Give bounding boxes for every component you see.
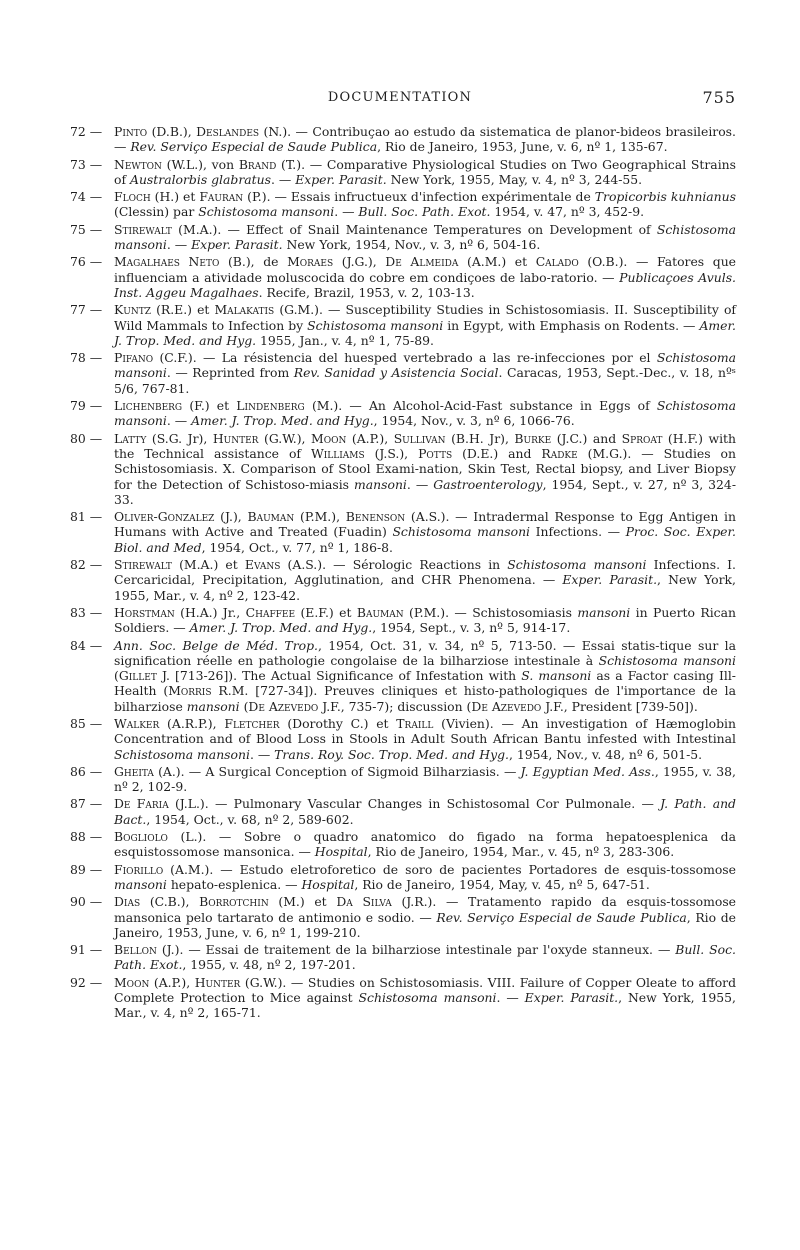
reference-text-segment: (R.E.) et — [150, 302, 215, 318]
reference-text-segment: (M.A.). — Effect of Snail Maintenance Temperatures on Development of — [171, 221, 657, 237]
reference-number: 80 — — [70, 430, 103, 446]
reference-number: 76 — — [70, 254, 103, 270]
reference-text-segment: (M.) et — [268, 894, 337, 910]
reference-text-segment: . — — [249, 746, 275, 762]
reference-entry — [70, 638, 736, 714]
reference-text-segment: (W.L.), von — [161, 156, 239, 172]
reference-text-segment: . — — [270, 171, 296, 187]
reference-number: 88 — — [70, 829, 103, 845]
author-name: Lindenberg — [236, 398, 305, 414]
italic-text: Schistosoma mansoni — [507, 557, 647, 573]
italic-text: Schistosoma mansoni — [114, 350, 736, 381]
reference-text — [114, 302, 736, 348]
author-name: Bogliolo — [114, 829, 168, 845]
reference-text-segment: . — — [406, 476, 434, 492]
reference-entry — [70, 557, 736, 603]
italic-text: Schistosoma mansoni — [358, 990, 497, 1006]
reference-text — [114, 638, 736, 714]
reference-text-segment: (A.M.) et — [458, 254, 536, 270]
reference-text-segment: (Clessin) par — [114, 204, 199, 220]
reference-entry — [70, 862, 736, 893]
reference-number: 73 — — [70, 156, 103, 172]
italic-text: Ann. Soc. Belge de Méd. Trop. — [114, 637, 318, 653]
italic-text: Schistosoma mansoni — [198, 204, 335, 220]
reference-text-segment: (J.R.). — Tratamento rapido da esquis-tossomose mansonica pelo tartarato de antimonio e sodio. — — [114, 894, 737, 925]
reference-number: 86 — — [70, 763, 103, 779]
author-name: Pinto — [114, 124, 148, 139]
reference-text-segment: (G.W.), — [258, 430, 312, 446]
reference-text-segment: as a Factor casing Ill-Health ( — [114, 668, 736, 699]
reference-text-segment: 1954, v. 47, nº 3, 452-9. — [490, 204, 645, 220]
reference-text-segment: (S.G. Jr), — [146, 430, 213, 446]
author-name: De Azevedo — [248, 698, 319, 714]
author-name: Lichenberg — [114, 398, 183, 414]
italic-text: Australorbis glabratus — [130, 171, 271, 187]
reference-number: 84 — — [70, 637, 103, 653]
reference-entry — [70, 124, 736, 155]
author-name: Bellon — [114, 942, 157, 958]
reference-number: 79 — — [70, 398, 103, 414]
reference-text — [114, 796, 736, 827]
reference-text-segment: , 1954, Nov., v. 48, nº 6, 501-5. — [508, 746, 703, 762]
reference-text-segment: (D.B.), — [147, 124, 197, 139]
italic-text: J. Path. and Bact. — [114, 796, 736, 827]
author-name: Dias — [114, 894, 141, 910]
reference-number: 74 — — [70, 189, 103, 205]
reference-entry — [70, 431, 736, 507]
reference-text-segment: (G.W.). — Studies on Schistosomiasis. VIII. Failure of Copper Oleate to afford Complete Protection to Mice against — [114, 974, 737, 1006]
reference-text-segment: , 1954, Sept., v. 3, nº 5, 914-17. — [372, 620, 571, 636]
author-name: Fletcher — [224, 715, 280, 731]
author-name: De Faria — [114, 796, 169, 812]
author-name: Latty — [114, 430, 147, 446]
running-header — [0, 88, 800, 110]
reference-entry — [70, 829, 736, 860]
reference-text-segment: ( — [239, 698, 249, 714]
reference-text-segment: J.F., President [739-50]). — [541, 698, 698, 714]
reference-entry — [70, 605, 736, 636]
reference-text-segment: New York, 1954, Nov., v. 3, nº 6, 504-16. — [282, 237, 541, 253]
author-name: Brand — [238, 156, 277, 172]
reference-text — [114, 894, 736, 940]
page-number: 755 — [702, 88, 736, 107]
author-name: Sproat — [621, 430, 663, 446]
italic-text: mansoni — [354, 476, 407, 492]
italic-text: Bull. Soc. Path. Exot. — [358, 204, 491, 220]
author-name: Walker — [114, 715, 160, 731]
author-name: Williams — [310, 445, 365, 461]
reference-text-segment: , Rio de Janeiro, 1953, June, v. 6, nº 1, 135-67. — [377, 139, 668, 155]
reference-text-segment: (H.F.) with the Technical assistance of — [114, 430, 736, 461]
running-title: DOCUMENTATION — [327, 90, 473, 105]
author-name: Hunter — [194, 974, 241, 990]
reference-number: 81 — — [70, 509, 103, 525]
reference-text-segment: , Rio de Janeiro, 1954, May, v. 45, nº 5, 647-51. — [354, 876, 650, 892]
italic-text: Proc. Soc. Exper. Biol. and Med — [114, 524, 736, 555]
reference-text-segment: . — — [496, 990, 525, 1006]
reference-text-segment: (A.R.P.), — [159, 715, 225, 731]
reference-text-segment: hepato-esplenica. — — [166, 876, 302, 892]
author-name: Pifano — [114, 350, 154, 366]
reference-entry — [70, 157, 736, 188]
reference-entry — [70, 189, 736, 220]
reference-text-segment: , 1955, v. 38, nº 2, 102-9. — [114, 763, 736, 795]
reference-text-segment: (A.). — A Surgical Conception of Sigmoid Bilharziasis. — — [153, 763, 521, 779]
reference-entry — [70, 894, 736, 940]
author-name: Fauran — [199, 189, 244, 205]
reference-text-segment: Infections. — — [530, 524, 626, 540]
reference-text-segment: (D.E.) and — [452, 445, 542, 461]
author-name: Traill — [396, 715, 434, 731]
author-name: Da Silva — [336, 894, 392, 910]
author-name: Stirewalt — [114, 221, 172, 237]
author-name: Potts — [418, 445, 453, 461]
author-name: De Almeida — [385, 254, 459, 270]
author-name: Deslandes — [196, 124, 260, 139]
italic-text: Amer. J. Trop. Med. and Hyg. — [191, 413, 374, 429]
reference-number: 77 — — [70, 302, 103, 318]
reference-text-segment: (B.), de — [219, 254, 288, 270]
author-name: Oliver-Gonzalez — [114, 509, 215, 525]
reference-text-segment: , 1954, Oct. 31, v. 34, nº 5, 713-50. — Essai statis-tique sur la signification réelle en pathologie congolaise de la bilharziose intestinale à — [114, 637, 736, 668]
author-name: Borrotchin — [199, 894, 269, 910]
reference-text — [114, 942, 736, 973]
italic-text: Amer. J. Trop. Med. and Hyg. — [114, 317, 736, 348]
italic-text: Publicaçoes Avuls. Inst. Aggeu Magalhaes — [114, 269, 736, 300]
italic-text: Rev. Sanidad y Asistencia Social — [293, 365, 499, 381]
italic-text: Schistosoma mansoni — [392, 524, 531, 540]
reference-text-segment: 1955, Jan., v. 4, nº 1, 75-89. — [256, 332, 434, 348]
reference-text-segment: (H.) et — [150, 189, 200, 205]
reference-number: 82 — — [70, 557, 103, 573]
author-name: Bauman — [356, 604, 404, 620]
italic-text: Exper. Parasit. — [524, 990, 619, 1006]
reference-number: 75 — — [70, 221, 103, 237]
reference-list — [70, 124, 736, 1023]
italic-text: Rev. Serviço Especial de Saude Publica — [436, 909, 687, 925]
author-name: Moon — [311, 430, 347, 446]
author-name: Sullivan — [393, 430, 446, 446]
reference-entry — [70, 302, 736, 348]
author-name: Horstman — [114, 604, 175, 620]
author-name: Moraes — [287, 254, 334, 270]
reference-text-segment: (C.B.), — [140, 894, 200, 910]
italic-text: Amer. J. Trop. Med. and Hyg. — [189, 620, 373, 636]
reference-text-segment: (C.F.). — La résistencia del huesped vertebrado a las re-infecciones por el — [153, 350, 657, 366]
reference-text — [114, 862, 736, 893]
reference-text-segment: . Caracas, 1953, Sept.-Dec., v. 18, nºˢ 5/6, 767-81. — [114, 365, 736, 396]
reference-text — [114, 157, 736, 188]
author-name: Radke — [541, 445, 578, 461]
reference-text-segment: (B.H. Jr), — [445, 430, 515, 446]
author-name: Stirewalt — [114, 557, 172, 573]
reference-entry — [70, 764, 736, 795]
reference-text — [114, 398, 736, 429]
reference-entry — [70, 350, 736, 396]
reference-text-segment: in Egypt, with Emphasis on Rodents. — — [443, 317, 700, 333]
reference-text-segment: (A.M.). — Estudo eletroforetico de soro de pacientes Portadores de esquis-tossomose — [163, 861, 736, 877]
reference-text-segment: J.F., 735-7); discussion ( — [318, 698, 472, 714]
reference-entry — [70, 716, 736, 762]
reference-text-segment: . Recife, Brazil, 1953, v. 2, 103-13. — [258, 284, 475, 300]
italic-text: Gastroenterology — [433, 476, 543, 492]
italic-text: Schistosoma mansoni — [114, 746, 250, 762]
italic-text: mansoni — [186, 698, 240, 714]
reference-text-segment: (A.S.). — Intradermal Response to Egg Antigen in Humans with Active and Treated (Fuadin) — [114, 509, 736, 540]
reference-number: 91 — — [70, 942, 103, 958]
author-name: Kuntz — [114, 302, 151, 318]
reference-text-segment: (M.A.) et — [171, 557, 245, 573]
reference-number: 89 — — [70, 861, 103, 877]
reference-text-segment: . — — [166, 413, 192, 429]
reference-number: 92 — — [70, 974, 103, 990]
reference-text-segment: , 1954, Sept., v. 27, nº 3, 324-33. — [114, 476, 737, 507]
italic-text: J. Egyptian Med. Ass. — [520, 763, 655, 779]
reference-text-segment: (Vivien). — An investigation of Hæmoglobin Concentration and of Blood Loss in Stools in Adult South African Bantu infested with Intestinal — [114, 715, 736, 747]
author-name: Chaffee — [245, 604, 296, 620]
reference-text-segment: (J.). — Essai de traitement de la bilharziose intestinale par l'oxyde stanneux. — — [156, 942, 676, 958]
reference-text-segment: , New York, 1955, Mar., v. 4, nº 2, 165-71. — [114, 990, 736, 1021]
author-name: Floch — [114, 189, 151, 205]
author-name: De Azevedo — [471, 698, 542, 714]
reference-text-segment: (M.G.). — Studies on Schistosomiasis. X. Comparison of Stool Exami-nation, Skin Test, Rectal biopsy, and Liver Biopsy for the Detection of Schistoso-miasis — [114, 445, 736, 492]
author-name: Newton — [114, 156, 162, 172]
reference-text — [114, 222, 736, 253]
reference-entry — [70, 942, 736, 973]
italic-text: Schistosoma mansoni — [114, 398, 736, 429]
italic-text: mansoni — [114, 876, 167, 892]
italic-text: Trans. Roy. Soc. Trop. Med. and Hyg. — [274, 746, 509, 762]
reference-text — [114, 254, 736, 300]
reference-text-segment: (M.). — An Alcohol-Acid-Fast substance in Eggs of — [304, 398, 657, 414]
reference-number: 85 — — [70, 715, 103, 731]
italic-text: Schistosoma mansoni — [598, 652, 736, 668]
author-name: Gheita — [114, 763, 154, 779]
italic-text: Tropicorbis kuhnianus — [594, 189, 736, 205]
reference-entry — [70, 254, 736, 300]
author-name: Benenson — [345, 509, 406, 525]
reference-text-segment: (P.M.), — [294, 509, 346, 525]
italic-text: Hospital — [314, 844, 368, 860]
reference-entry — [70, 398, 736, 429]
reference-text — [114, 189, 736, 220]
author-name: Gillet — [118, 668, 157, 684]
reference-entry — [70, 975, 736, 1021]
reference-text-segment: (A.P.), — [346, 430, 394, 446]
author-name: Morris — [168, 683, 212, 699]
reference-text-segment: . — — [166, 237, 192, 253]
italic-text: Schistosoma mansoni — [307, 317, 444, 333]
reference-text-segment: , 1954, Nov., v. 3, nº 6, 1066-76. — [373, 413, 575, 429]
reference-text-segment: (P.). — Essais infructueux d'infection expérimentale de — [243, 189, 595, 205]
author-name: Fiorillo — [114, 861, 164, 877]
italic-text: Rev. Serviço Especial de Saude Publica — [130, 139, 378, 155]
italic-text: S. mansoni — [521, 668, 592, 684]
reference-text — [114, 557, 736, 603]
author-name: Bauman — [247, 509, 295, 525]
author-name: Malakatis — [214, 302, 275, 318]
reference-text-segment: Infections. I. Cercaricidal, Precipitation, Agglutination, and CHR Phenomena. — — [114, 557, 736, 588]
reference-text-segment: (J.L.). — Pulmonary Vascular Changes in Schistosomal Cor Pulmonale. — — [168, 796, 661, 812]
reference-text-segment: (A.S.). — Sérologic Reactions in — [280, 557, 508, 573]
reference-entry — [70, 509, 736, 555]
italic-text: Bull. Soc. Path. Exot. — [114, 942, 737, 973]
author-name: Evans — [244, 557, 281, 573]
author-name: Magalhaes Neto — [114, 254, 220, 270]
reference-text — [114, 829, 736, 860]
reference-text-segment: (N.). — Contribuçao ao estudo da sistematica de planor-bideos brasileiros. — — [114, 124, 736, 155]
reference-text-segment: J. [713-26]). The Actual Significance of Infestation with — [156, 668, 522, 684]
reference-text-segment: (Dorothy C.) et — [279, 715, 397, 731]
reference-text-segment: , 1954, Oct., v. 68, nº 2, 589-602. — [146, 811, 354, 827]
reference-text — [114, 350, 736, 396]
reference-text-segment: , Rio de Janeiro, 1954, Mar., v. 45, nº 3, 283-306. — [367, 844, 675, 860]
italic-text: Schistosoma mansoni — [114, 221, 736, 253]
reference-text-segment: ( — [114, 668, 119, 684]
reference-text-segment: (L.). — Sobre o quadro anatomico do figado na forma hepatoesplenica da esquistossomose mansonica. — — [114, 829, 736, 860]
reference-entry — [70, 222, 736, 253]
reference-entry — [70, 796, 736, 827]
reference-number: 83 — — [70, 604, 103, 620]
reference-text-segment: . — Reprinted from — [166, 365, 294, 381]
reference-text-segment: , 1954, Oct., v. 77, nº 1, 186-8. — [201, 539, 393, 555]
reference-number: 72 — — [70, 124, 103, 139]
italic-text: mansoni — [577, 604, 631, 620]
reference-text-segment: . — — [334, 204, 359, 220]
reference-text — [114, 716, 736, 762]
reference-text — [114, 764, 736, 795]
reference-text-segment: (T.). — Comparative Physiological Studies on Two Geographical Strains of — [114, 156, 736, 187]
reference-number: 78 — — [70, 350, 103, 366]
reference-text-segment: (J.G.), — [333, 254, 386, 270]
reference-text-segment: (H.A.) Jr., — [174, 604, 246, 620]
reference-text-segment: (E.F.) et — [295, 604, 357, 620]
reference-text-segment: (J.C.) and — [551, 430, 622, 446]
reference-text-segment: (J.), — [214, 509, 248, 525]
reference-text-segment: R.M. [727-34]). Preuves cliniques et histo-pathologiques de l'importance de la bilharziose — [114, 683, 736, 714]
reference-text-segment: (P.M.). — Schistosomiasis — [403, 604, 578, 620]
italic-text: Exper. Parasit. — [562, 572, 658, 588]
reference-text-segment: (G.M.). — Susceptibility Studies in Schistosomiasis. II. Susceptibility of Wild Mammals to Infection by — [114, 302, 736, 333]
reference-text — [114, 605, 736, 636]
italic-text: Hospital — [301, 876, 355, 892]
author-name: Hunter — [212, 430, 259, 446]
reference-text — [114, 509, 736, 555]
reference-text — [114, 431, 736, 507]
reference-text-segment: (J.S.), — [364, 445, 419, 461]
reference-text — [114, 124, 736, 155]
author-name: Calado — [535, 254, 579, 270]
reference-text-segment: , 1955, v. 48, nº 2, 197-201. — [182, 957, 356, 973]
reference-number: 90 — — [70, 894, 103, 910]
reference-text-segment: (A.P.), — [149, 974, 195, 990]
author-name: Burke — [514, 430, 552, 446]
reference-text-segment: , Rio de Janeiro, 1953, June, v. 6, nº 1, 199-210. — [114, 909, 736, 940]
reference-text-segment: (F.) et — [182, 398, 237, 414]
reference-number: 87 — — [70, 796, 103, 812]
reference-text — [114, 975, 736, 1021]
reference-text-segment: in Puerto Rican Soldiers. — — [114, 604, 736, 636]
reference-text-segment: , New York, 1955, Mar., v. 4, nº 2, 123-42. — [114, 572, 736, 603]
italic-text: Exper. Parasit. — [295, 171, 387, 187]
reference-text-segment: New York, 1955, May, v. 4, nº 3, 244-55. — [386, 171, 643, 187]
author-name: Moon — [114, 974, 150, 990]
reference-text-segment: (O.B.). — Fatores que influenciam a atividade moluscocida do cobre em condiçoes de labo-ratorio. — — [114, 254, 737, 285]
italic-text: Exper. Parasit. — [191, 237, 283, 253]
